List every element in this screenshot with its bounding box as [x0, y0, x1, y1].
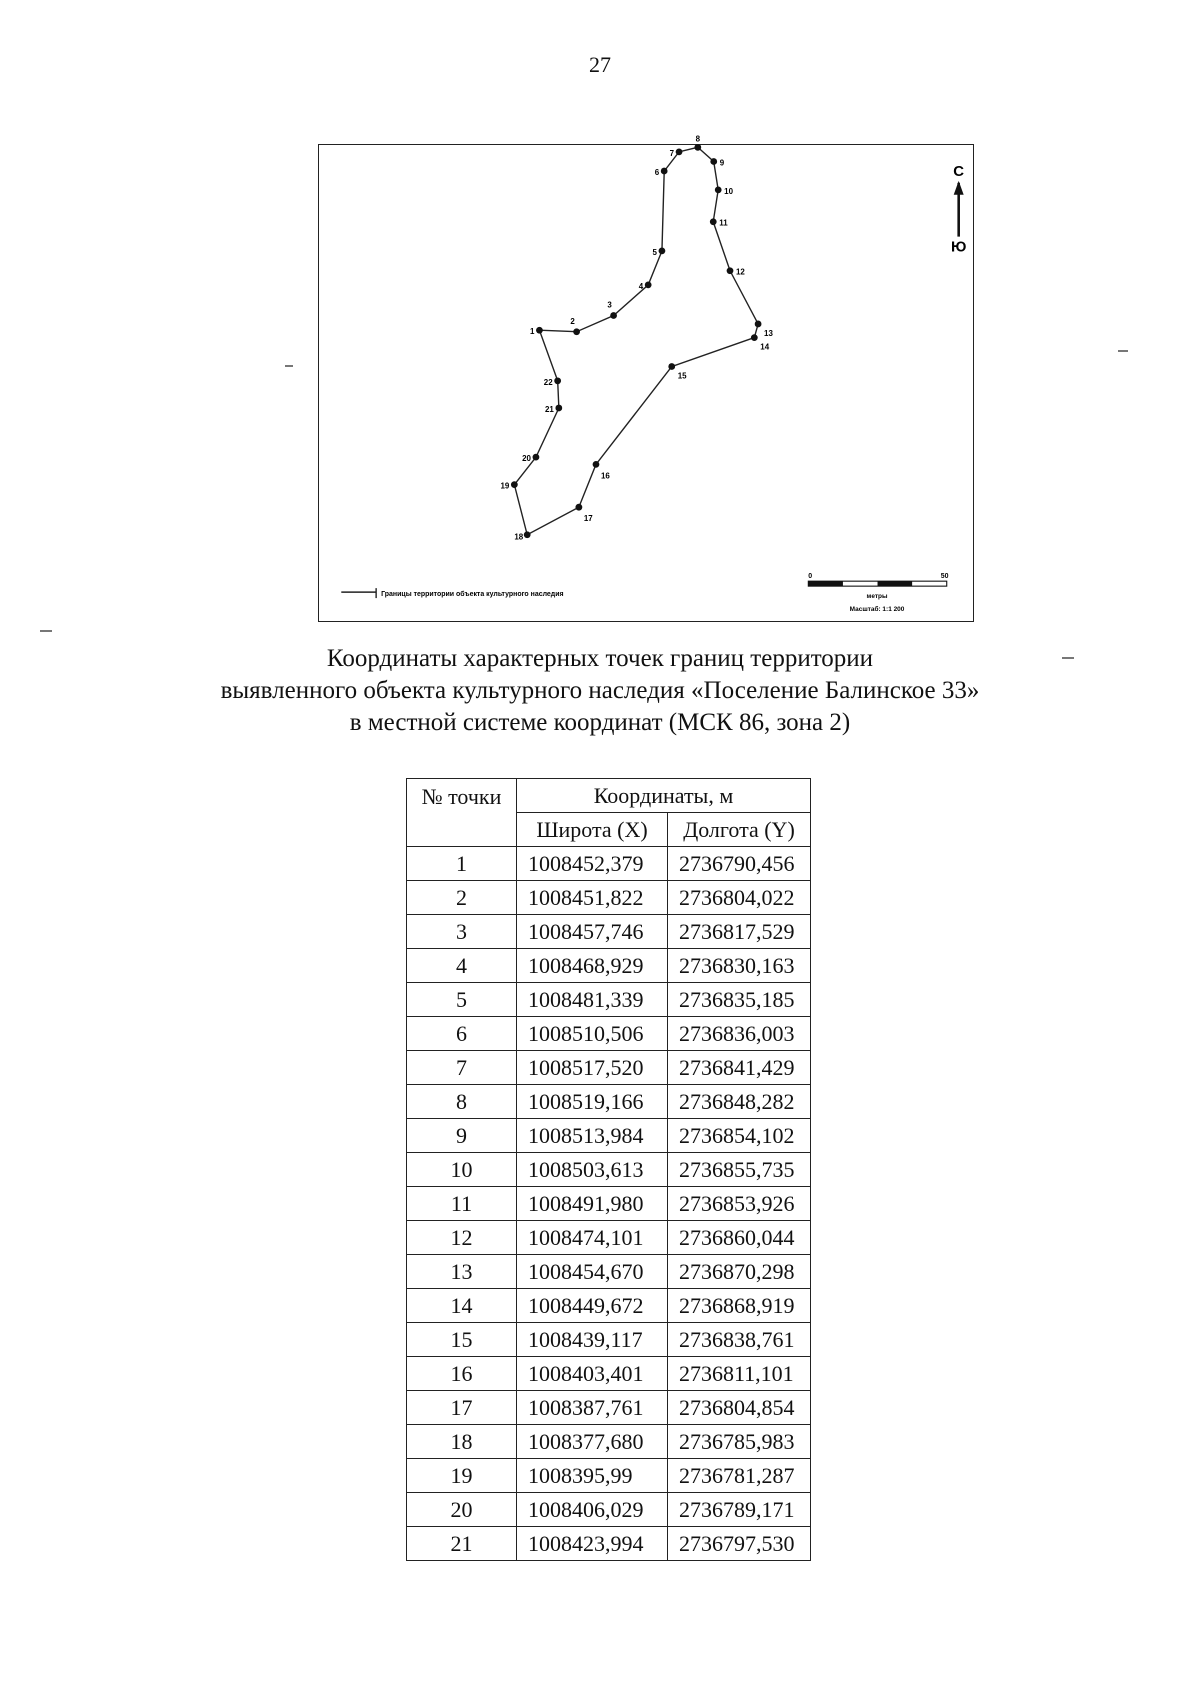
- header-latitude: Широта (X): [517, 813, 668, 847]
- boundary-point-label: 8: [695, 134, 701, 144]
- table-row: [407, 881, 811, 915]
- boundary-point-marker: [533, 454, 540, 461]
- boundary-point-marker: [755, 321, 762, 328]
- boundary-point-label: 14: [760, 342, 770, 352]
- boundary-point-marker: [593, 461, 600, 468]
- boundary-point-marker: [710, 218, 717, 225]
- table-row: [407, 1119, 811, 1153]
- boundary-point-marker: [676, 148, 683, 155]
- table-header-row: [407, 779, 811, 813]
- scan-speck: [1118, 350, 1128, 352]
- scan-speck: [40, 630, 52, 632]
- longitude-cell: 2736841,429: [668, 1051, 811, 1085]
- boundary-point-label: 18: [514, 532, 524, 542]
- boundary-point-label: 7: [669, 148, 675, 158]
- boundary-point-marker: [715, 187, 722, 194]
- latitude-cell: 1008457,746: [517, 915, 668, 949]
- north-arrow-icon: [951, 163, 966, 256]
- boundary-point-marker: [661, 168, 668, 175]
- boundary-point-label: 9: [719, 158, 725, 168]
- table-row: [407, 915, 811, 949]
- scale-max: 50: [940, 573, 949, 581]
- latitude-cell: 1008423,994: [517, 1527, 668, 1561]
- boundary-polygon: [514, 147, 758, 534]
- boundary-point-label: 2: [570, 316, 575, 326]
- point-number-cell: 12: [407, 1221, 517, 1255]
- table-row: [407, 1459, 811, 1493]
- latitude-cell: 1008454,670: [517, 1255, 668, 1289]
- longitude-cell: 2736836,003: [668, 1017, 811, 1051]
- longitude-cell: 2736835,185: [668, 983, 811, 1017]
- longitude-cell: 2736804,022: [668, 881, 811, 915]
- boundary-point-label: 21: [544, 404, 554, 414]
- table-row: [407, 1187, 811, 1221]
- boundary-point-label: 15: [677, 371, 687, 381]
- longitude-cell: 2736838,761: [668, 1323, 811, 1357]
- longitude-cell: 2736790,456: [668, 847, 811, 881]
- table-body: [407, 847, 811, 1561]
- boundary-point-label: 19: [500, 481, 510, 491]
- boundary-point-marker: [554, 377, 561, 384]
- boundary-point-label: 5: [652, 247, 657, 257]
- table-row: [407, 1255, 811, 1289]
- point-number-cell: 5: [407, 983, 517, 1017]
- scale-unit: метры: [866, 593, 888, 601]
- longitude-cell: 2736811,101: [668, 1357, 811, 1391]
- longitude-cell: 2736870,298: [668, 1255, 811, 1289]
- boundary-point-label: 16: [600, 471, 610, 481]
- longitude-cell: 2736830,163: [668, 949, 811, 983]
- header-point-number: № точки: [407, 779, 517, 847]
- longitude-cell: 2736855,735: [668, 1153, 811, 1187]
- scale-text: Масштаб: 1:1 200: [849, 606, 905, 614]
- longitude-cell: 2736860,044: [668, 1221, 811, 1255]
- point-number-cell: 17: [407, 1391, 517, 1425]
- site-boundary-map: [318, 134, 974, 622]
- caption-line-3: в местной системе координат (МСК 86, зона 2): [349, 709, 851, 736]
- table-row: [407, 1391, 811, 1425]
- point-number-cell: 19: [407, 1459, 517, 1493]
- boundary-point-marker: [659, 248, 666, 255]
- longitude-cell: 2736797,530: [668, 1527, 811, 1561]
- map-canvas: [319, 134, 973, 621]
- table-row: [407, 1085, 811, 1119]
- boundary-point-label: 20: [522, 454, 531, 464]
- boundary-point-marker: [511, 481, 518, 488]
- boundary-point-marker: [751, 334, 758, 341]
- point-number-cell: 13: [407, 1255, 517, 1289]
- boundary-point-marker: [727, 267, 734, 274]
- boundary-point-label: 3: [607, 300, 612, 310]
- page-number: 27: [589, 52, 611, 77]
- table-row: [407, 847, 811, 881]
- boundary-point-marker: [710, 158, 717, 165]
- latitude-cell: 1008517,520: [517, 1051, 668, 1085]
- latitude-cell: 1008452,379: [517, 847, 668, 881]
- table-row: [407, 1357, 811, 1391]
- latitude-cell: 1008468,929: [517, 949, 668, 983]
- point-number-cell: 18: [407, 1425, 517, 1459]
- boundary-point-marker: [555, 405, 562, 412]
- boundary-point-marker: [536, 327, 543, 334]
- point-number-cell: 11: [407, 1187, 517, 1221]
- point-number-cell: 10: [407, 1153, 517, 1187]
- boundary-point-label: 17: [583, 514, 593, 524]
- point-number-cell: 6: [407, 1017, 517, 1051]
- point-number-cell: 15: [407, 1323, 517, 1357]
- boundary-point-label: 6: [654, 168, 660, 178]
- caption-line-2: выявленного объекта культурного наследия «Поселение Балинское 33»: [220, 677, 980, 704]
- boundary-point-label: 1: [530, 327, 535, 337]
- point-number-cell: 14: [407, 1289, 517, 1323]
- boundary-point-label: 13: [764, 328, 773, 338]
- boundary-point-label: 10: [724, 186, 734, 196]
- longitude-cell: 2736789,171: [668, 1493, 811, 1527]
- table-row: [407, 983, 811, 1017]
- longitude-cell: 2736868,919: [668, 1289, 811, 1323]
- table-row: [407, 1527, 811, 1561]
- latitude-cell: 1008503,613: [517, 1153, 668, 1187]
- boundary-point-marker: [575, 504, 582, 511]
- table-row: [407, 1289, 811, 1323]
- longitude-cell: 2736853,926: [668, 1187, 811, 1221]
- caption: [0, 643, 1200, 739]
- point-number-cell: 9: [407, 1119, 517, 1153]
- boundary-point-marker: [668, 363, 675, 370]
- point-number-cell: 2: [407, 881, 517, 915]
- boundary-point-marker: [573, 328, 580, 335]
- latitude-cell: 1008481,339: [517, 983, 668, 1017]
- latitude-cell: 1008491,980: [517, 1187, 668, 1221]
- latitude-cell: 1008377,680: [517, 1425, 668, 1459]
- latitude-cell: 1008519,166: [517, 1085, 668, 1119]
- longitude-cell: 2736804,854: [668, 1391, 811, 1425]
- map-legend: [341, 588, 563, 598]
- table-row: [407, 1221, 811, 1255]
- caption-line-1: Координаты характерных точек границ территории: [326, 645, 874, 672]
- longitude-cell: 2736848,282: [668, 1085, 811, 1119]
- coordinates-table: [406, 778, 811, 1561]
- header-coordinates: Координаты, м: [517, 779, 811, 813]
- table-row: [407, 1153, 811, 1187]
- point-number-cell: 16: [407, 1357, 517, 1391]
- scale-min: 0: [808, 573, 813, 581]
- longitude-cell: 2736817,529: [668, 915, 811, 949]
- legend-text: Границы территории объекта культурного наследия: [381, 591, 564, 599]
- table-row: [407, 1493, 811, 1527]
- table-row: [407, 1051, 811, 1085]
- north-label: С: [953, 162, 965, 180]
- boundary-point-marker: [524, 531, 531, 538]
- point-number-cell: 1: [407, 847, 517, 881]
- latitude-cell: 1008406,029: [517, 1493, 668, 1527]
- latitude-cell: 1008510,506: [517, 1017, 668, 1051]
- point-number-cell: 21: [407, 1527, 517, 1561]
- boundary-point-label: 11: [719, 218, 728, 228]
- boundary-point-label: 22: [543, 377, 553, 387]
- longitude-cell: 2736854,102: [668, 1119, 811, 1153]
- table-row: [407, 949, 811, 983]
- latitude-cell: 1008403,401: [517, 1357, 668, 1391]
- boundary-point-marker: [610, 312, 617, 319]
- latitude-cell: 1008439,117: [517, 1323, 668, 1357]
- boundary-point-label: 12: [735, 267, 745, 277]
- boundary-point-marker: [694, 144, 701, 151]
- boundary-points: [501, 134, 774, 541]
- longitude-cell: 2736781,287: [668, 1459, 811, 1493]
- scale-bar: [808, 573, 948, 613]
- latitude-cell: 1008451,822: [517, 881, 668, 915]
- south-label: Ю: [950, 238, 967, 256]
- latitude-cell: 1008395,99: [517, 1459, 668, 1493]
- table-row: [407, 1425, 811, 1459]
- scan-speck: [285, 365, 293, 367]
- point-number-cell: 7: [407, 1051, 517, 1085]
- latitude-cell: 1008387,761: [517, 1391, 668, 1425]
- table-row: [407, 1323, 811, 1357]
- point-number-cell: 4: [407, 949, 517, 983]
- latitude-cell: 1008474,101: [517, 1221, 668, 1255]
- point-number-cell: 3: [407, 915, 517, 949]
- table-row: [407, 1017, 811, 1051]
- latitude-cell: 1008449,672: [517, 1289, 668, 1323]
- point-number-cell: 20: [407, 1493, 517, 1527]
- boundary-point-label: 4: [638, 281, 644, 291]
- boundary-point-marker: [645, 282, 652, 289]
- longitude-cell: 2736785,983: [668, 1425, 811, 1459]
- point-number-cell: 8: [407, 1085, 517, 1119]
- latitude-cell: 1008513,984: [517, 1119, 668, 1153]
- header-longitude: Долгота (Y): [668, 813, 811, 847]
